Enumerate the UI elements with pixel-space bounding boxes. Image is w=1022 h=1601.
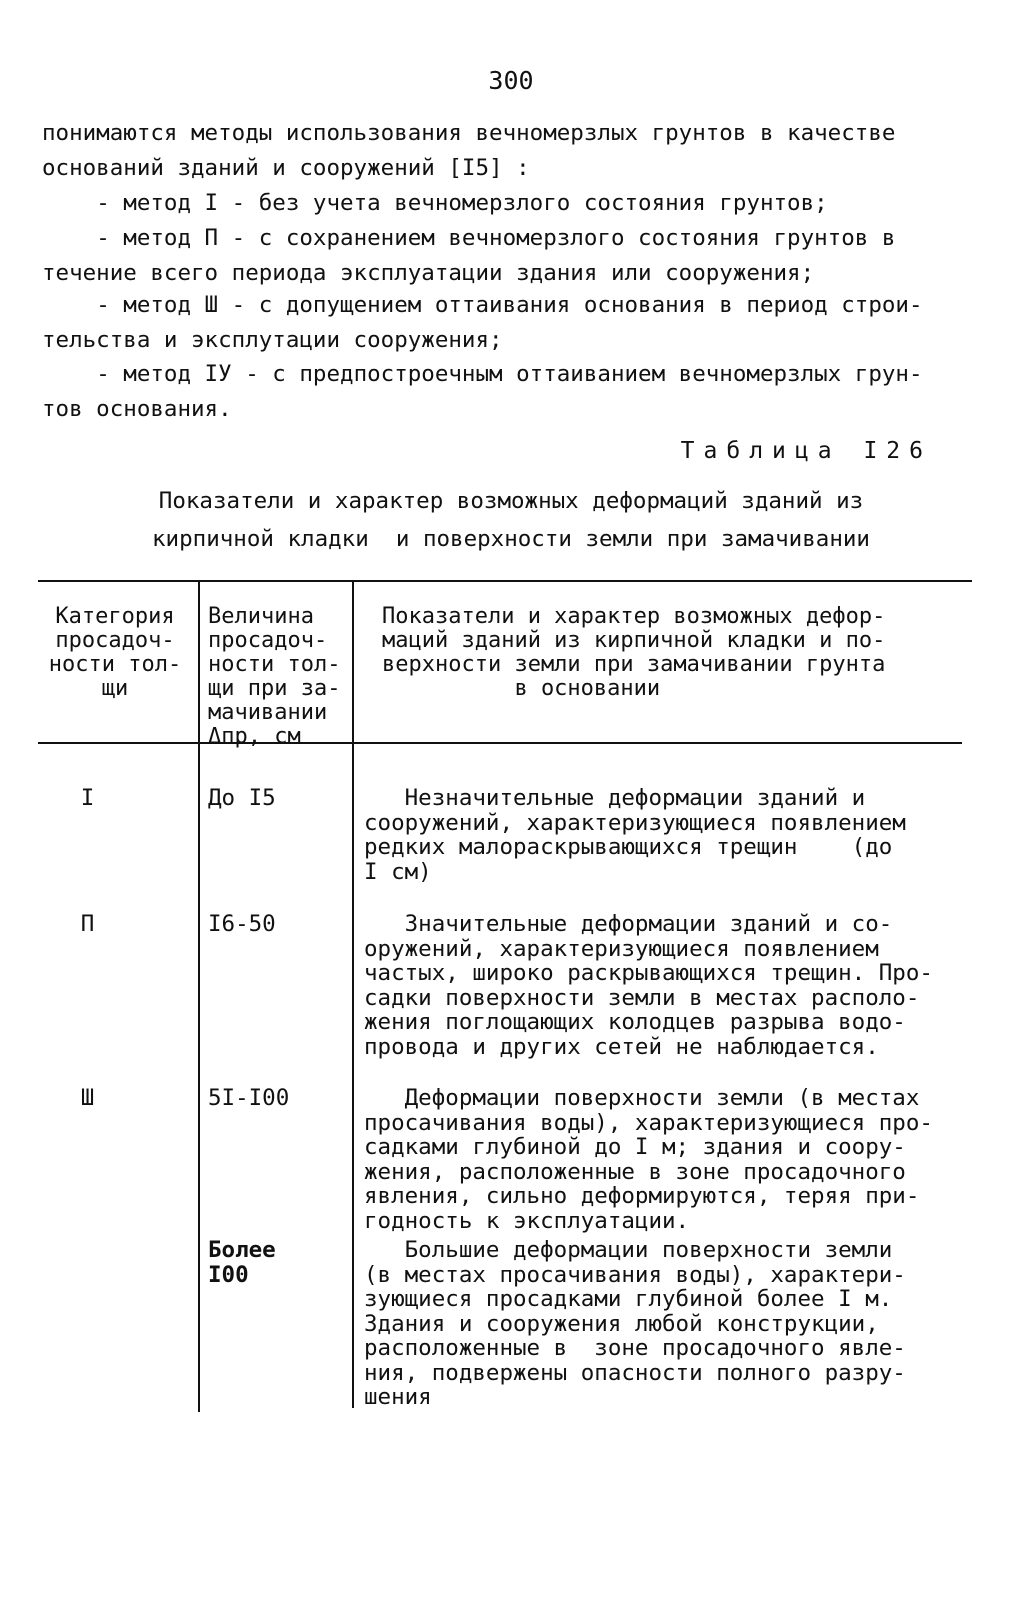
intro-paragraph: понимаются методы использования вечномерзлых грунтов в качестве оснований зданий и сооружений [I5] : bbox=[42, 120, 896, 181]
table-label: Таблица I26 bbox=[680, 438, 932, 464]
row-2-description: Значительные деформации зданий и со- оружений, характеризующиеся появлением частых, широко раскрывающихся трещин. Про- садки поверхности земли в местах располо- жения поглощающих колодцев разрыва водо- провода и других сетей не наблюдается. bbox=[364, 911, 933, 1060]
row-4-magnitude: Более I00 bbox=[208, 1237, 276, 1288]
row-1-category: I bbox=[80, 785, 95, 811]
header-magnitude: Величина просадоч- ности тол- щи при за- мачивании Δпр, см bbox=[208, 604, 341, 749]
column-divider-2 bbox=[352, 580, 354, 1408]
column-divider-1 bbox=[198, 580, 200, 1412]
method-4: - метод IУ - с предпостроечным оттаиванием вечномерзлых грун- тов основания. bbox=[42, 361, 923, 422]
row-2-magnitude: I6-50 bbox=[208, 911, 276, 937]
table-caption bbox=[0, 482, 1022, 558]
header-description: Показатели и характер возможных дефор- маций зданий из кирпичной кладки и по- верхности земли при замачивании грунта в основании bbox=[382, 604, 886, 701]
row-1-magnitude: До I5 bbox=[208, 785, 276, 811]
method-3: - метод Ш - с допущением оттаивания основания в период строи- тельства и эксплутации сооружения; bbox=[42, 292, 923, 353]
row-3-magnitude: 5I-I00 bbox=[208, 1085, 290, 1111]
row-4-description: Большие деформации поверхности земли (в местах просачивания воды), характери- зующиеся просадками глубиной более I м. Здания и сооружения любой конструкции, расположенные в зоне просадочного явле- ния, подвержены опасности полного разру- шения bbox=[364, 1237, 906, 1410]
table-top-rule bbox=[38, 580, 972, 582]
page-number: 300 bbox=[488, 66, 534, 95]
table-header-rule bbox=[38, 742, 962, 744]
header-category: Категория просадоч- ности тол- щи bbox=[48, 604, 182, 701]
caption-line-1: Показатели и характер возможных деформаций зданий из bbox=[158, 488, 864, 514]
method-2: - метод П - с сохранением вечномерзлого состояния грунтов в течение всего периода эксплуатации здания или сооружения; bbox=[42, 225, 896, 286]
row-3-category: Ш bbox=[80, 1085, 95, 1111]
row-2-category: П bbox=[80, 911, 95, 937]
caption-line-2: кирпичной кладки и поверхности земли при замачивании bbox=[152, 526, 870, 552]
row-3-description: Деформации поверхности земли (в местах просачивания воды), характеризующиеся про- садками глубиной до I м; здания и соору- жения, расположенные в зоне просадочного явления, сильно деформируются, теряя при- годность к эксплуатации. bbox=[364, 1085, 933, 1234]
method-1: - метод I - без учета вечномерзлого состояния грунтов; bbox=[42, 190, 828, 216]
row-1-description: Незначительные деформации зданий и сооружений, характеризующиеся появлением редких малораскрывающихся трещин (до I см) bbox=[364, 785, 906, 885]
